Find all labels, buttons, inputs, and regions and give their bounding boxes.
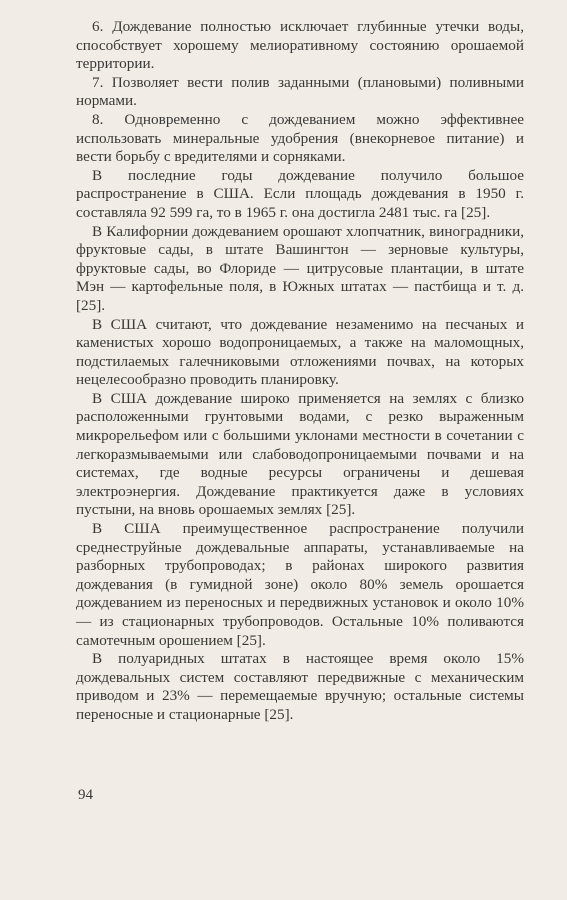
paragraph-usa-spread: В последние годы дождевание получило большое распространение в США. Если площадь дождевания в 1950 г. составляла 92 599 га, то в 1965 г. она достигла 2481 тыс. га [25]. [76,166,524,221]
paragraph-california: В Калифорнии дождеванием орошают хлопчатник, виноградники, фруктовые сады, в штате Вашингтон — зерновые культуры, фруктовые сады, во Флориде — цитрусовые плантации, в штате Мэн — картофельные поля, в Южных штатах — пастбища и т. д. [25]. [76,222,524,314]
paragraph-sprinklers: В США преимущественное распространение получили среднеструйные дождевальные аппараты, устанавливаемые на разборных трубопроводах; в районах широкого развития дождевания (в гумидной зоне) около 80% земель орошается дождеванием из переносных и передвижных установок и около 10% — из стационарных трубопроводов. Остальные 10% поливаются самотечным орошением [25]. [76,520,524,649]
paragraph-item-6: 6. Дождевание полностью исключает глубинные утечки воды, способствует хорошему мелиоративному состоянию орошаемой территории. [76,18,524,73]
paragraph-semiarid: В полуаридных штатах в настоящее время около 15% дождевальных систем составляют передвижные с механическим приводом и 23% — перемещаемые вручную; остальные системы переносные и стационарные [25]. [76,650,524,723]
page-body-text [76,18,524,725]
page-number: 94 [78,787,93,803]
paragraph-sandy-soils: В США считают, что дождевание незаменимо на песчаных и каменистых хорошо водопроницаемых, а также на маломощных, подстилаемых галечниковыми отложениями почвах, на которых нецелесообразно проводить планировку. [76,315,524,389]
paragraph-groundwater: В США дождевание широко применяется на землях с близко расположенными грунтовыми водами, с резко выраженным микрорельефом или с большими уклонами местности в сочетании с легкоразмываемыми или слабоводопроницаемыми почвами и на системах, где водные ресурсы ограничены и дешевая электроэнергия. Дождевание практикуется даже в условиях пустыни, на вновь орошаемых землях [25]. [76,389,524,519]
paragraph-item-8: 8. Одновременно с дождеванием можно эффективнее использовать минеральные удобрения (внекорневое питание) и вести борьбу с вредителями и сорняками. [76,110,524,166]
paragraph-item-7: 7. Позволяет вести полив заданными (плановыми) поливными нормами. [76,73,524,110]
